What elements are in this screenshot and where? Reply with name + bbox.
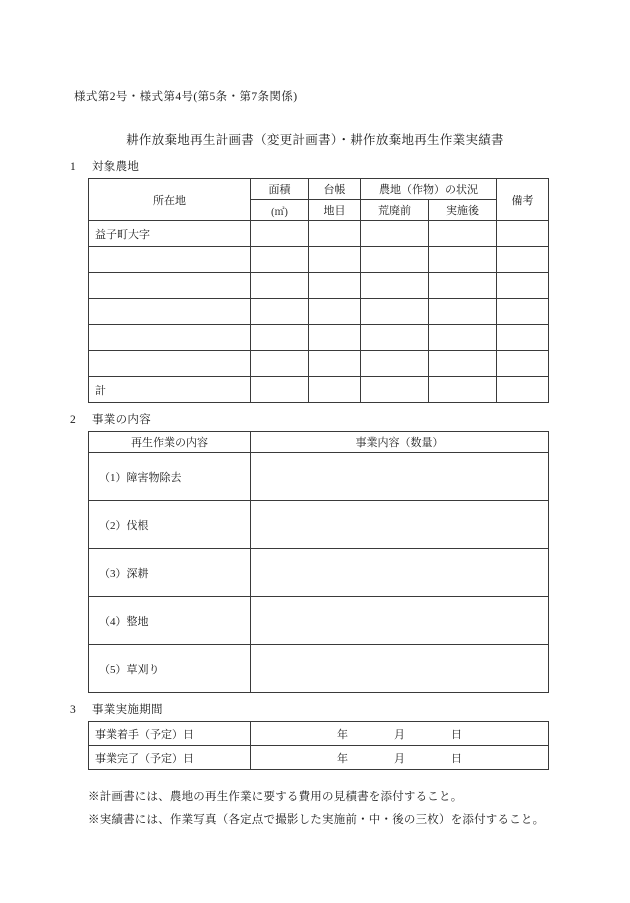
header-after: 実施後 — [429, 200, 497, 221]
cell-work-label: （2）伐根 — [89, 501, 251, 549]
cell-work-label: （3）深耕 — [89, 549, 251, 597]
section-1-number: 1 — [70, 161, 77, 173]
header-ledger-sub: 地目 — [309, 200, 361, 221]
table-row — [89, 221, 549, 247]
cell-work-desc[interactable] — [251, 501, 549, 549]
cell-ledger[interactable] — [309, 351, 361, 377]
table-row — [89, 645, 549, 693]
cell-before[interactable] — [361, 351, 429, 377]
cell-before[interactable] — [361, 247, 429, 273]
header-ledger: 台帳 — [309, 179, 361, 200]
footnotes — [88, 788, 560, 827]
month-label: 月 — [394, 752, 405, 765]
cell-end-date[interactable] — [251, 746, 549, 770]
cell-after[interactable] — [429, 247, 497, 273]
cell-after[interactable] — [429, 273, 497, 299]
cell-end-label: 事業完了（予定）日 — [89, 746, 251, 770]
form-code: 様式第2号・様式第4号(第5条・第7条関係) — [74, 91, 298, 103]
section-2-label: 事業の内容 — [92, 414, 151, 426]
cell-note[interactable] — [497, 221, 549, 247]
footnote-2: ※実績書には、作業写真（各定点で撮影した実施前・中・後の三枚）を添付すること。 — [88, 814, 545, 826]
cell-ledger[interactable] — [309, 273, 361, 299]
section-2-number: 2 — [70, 414, 77, 426]
cell-before[interactable] — [361, 221, 429, 247]
cell-location[interactable] — [89, 299, 251, 325]
cell-work-label: （5）草刈り — [89, 645, 251, 693]
header-work: 再生作業の内容 — [89, 432, 251, 453]
section-3-heading — [70, 701, 560, 717]
section-2-heading — [70, 411, 560, 427]
cell-work-desc[interactable] — [251, 645, 549, 693]
cell-area[interactable] — [251, 325, 309, 351]
header-area: 面積 — [251, 179, 309, 200]
year-label: 年 — [337, 752, 348, 765]
cell-after[interactable] — [429, 221, 497, 247]
header-location: 所在地 — [89, 179, 251, 221]
section-3-number: 3 — [70, 704, 77, 716]
cell-location[interactable] — [89, 273, 251, 299]
table-row — [89, 722, 549, 746]
cell-ledger[interactable] — [309, 221, 361, 247]
target-farmland-table — [88, 178, 549, 403]
cell-total-note[interactable] — [497, 377, 549, 403]
cell-note[interactable] — [497, 247, 549, 273]
cell-total-after[interactable] — [429, 377, 497, 403]
table-row — [89, 746, 549, 770]
cell-work-label: （1）障害物除去 — [89, 453, 251, 501]
header-note: 備考 — [497, 179, 549, 221]
cell-note[interactable] — [497, 299, 549, 325]
cell-ledger[interactable] — [309, 247, 361, 273]
cell-start-label: 事業着手（予定）日 — [89, 722, 251, 746]
cell-before[interactable] — [361, 273, 429, 299]
cell-ledger[interactable] — [309, 299, 361, 325]
header-work-desc: 事業内容（数量） — [251, 432, 549, 453]
cell-location[interactable] — [89, 325, 251, 351]
table-row — [89, 299, 549, 325]
header-area-unit: (㎡) — [251, 200, 309, 221]
cell-before[interactable] — [361, 299, 429, 325]
cell-location[interactable] — [89, 351, 251, 377]
header-before: 荒廃前 — [361, 200, 429, 221]
cell-note[interactable] — [497, 351, 549, 377]
cell-area[interactable] — [251, 351, 309, 377]
cell-before[interactable] — [361, 325, 429, 351]
cell-total-area[interactable] — [251, 377, 309, 403]
table-row — [89, 325, 549, 351]
cell-after[interactable] — [429, 299, 497, 325]
cell-total-ledger[interactable] — [309, 377, 361, 403]
cell-area[interactable] — [251, 273, 309, 299]
table-header-row — [89, 179, 549, 200]
header-status-group: 農地（作物）の状況 — [361, 179, 497, 200]
footnote-1: ※計画書には、農地の再生作業に要する費用の見積書を添付すること。 — [88, 791, 463, 803]
cell-work-label: （4）整地 — [89, 597, 251, 645]
table-row — [89, 453, 549, 501]
section-1-heading — [70, 158, 560, 174]
table-header-row — [89, 432, 549, 453]
cell-location[interactable]: 益子町大字 — [89, 221, 251, 247]
table-row — [89, 273, 549, 299]
cell-area[interactable] — [251, 247, 309, 273]
table-row — [89, 597, 549, 645]
table-row — [89, 501, 549, 549]
cell-work-desc[interactable] — [251, 597, 549, 645]
table-total-row — [89, 377, 549, 403]
cell-area[interactable] — [251, 221, 309, 247]
year-label: 年 — [337, 728, 348, 741]
cell-total-label: 計 — [89, 377, 251, 403]
period-table — [88, 721, 549, 770]
section-1-label: 対象農地 — [92, 161, 140, 173]
cell-after[interactable] — [429, 325, 497, 351]
cell-work-desc[interactable] — [251, 453, 549, 501]
cell-work-desc[interactable] — [251, 549, 549, 597]
cell-ledger[interactable] — [309, 325, 361, 351]
cell-after[interactable] — [429, 351, 497, 377]
cell-note[interactable] — [497, 325, 549, 351]
table-row — [89, 247, 549, 273]
table-row — [89, 549, 549, 597]
cell-note[interactable] — [497, 273, 549, 299]
cell-area[interactable] — [251, 299, 309, 325]
month-label: 月 — [394, 728, 405, 741]
day-label: 日 — [451, 752, 462, 765]
document-title: 耕作放棄地再生計画書（変更計画書）・耕作放棄地再生作業実績書 — [126, 133, 504, 147]
day-label: 日 — [451, 728, 462, 741]
table-row — [89, 351, 549, 377]
cell-start-date[interactable] — [251, 722, 549, 746]
works-content-table — [88, 431, 549, 693]
cell-location[interactable] — [89, 247, 251, 273]
cell-total-before[interactable] — [361, 377, 429, 403]
section-3-label: 事業実施期間 — [92, 704, 163, 716]
